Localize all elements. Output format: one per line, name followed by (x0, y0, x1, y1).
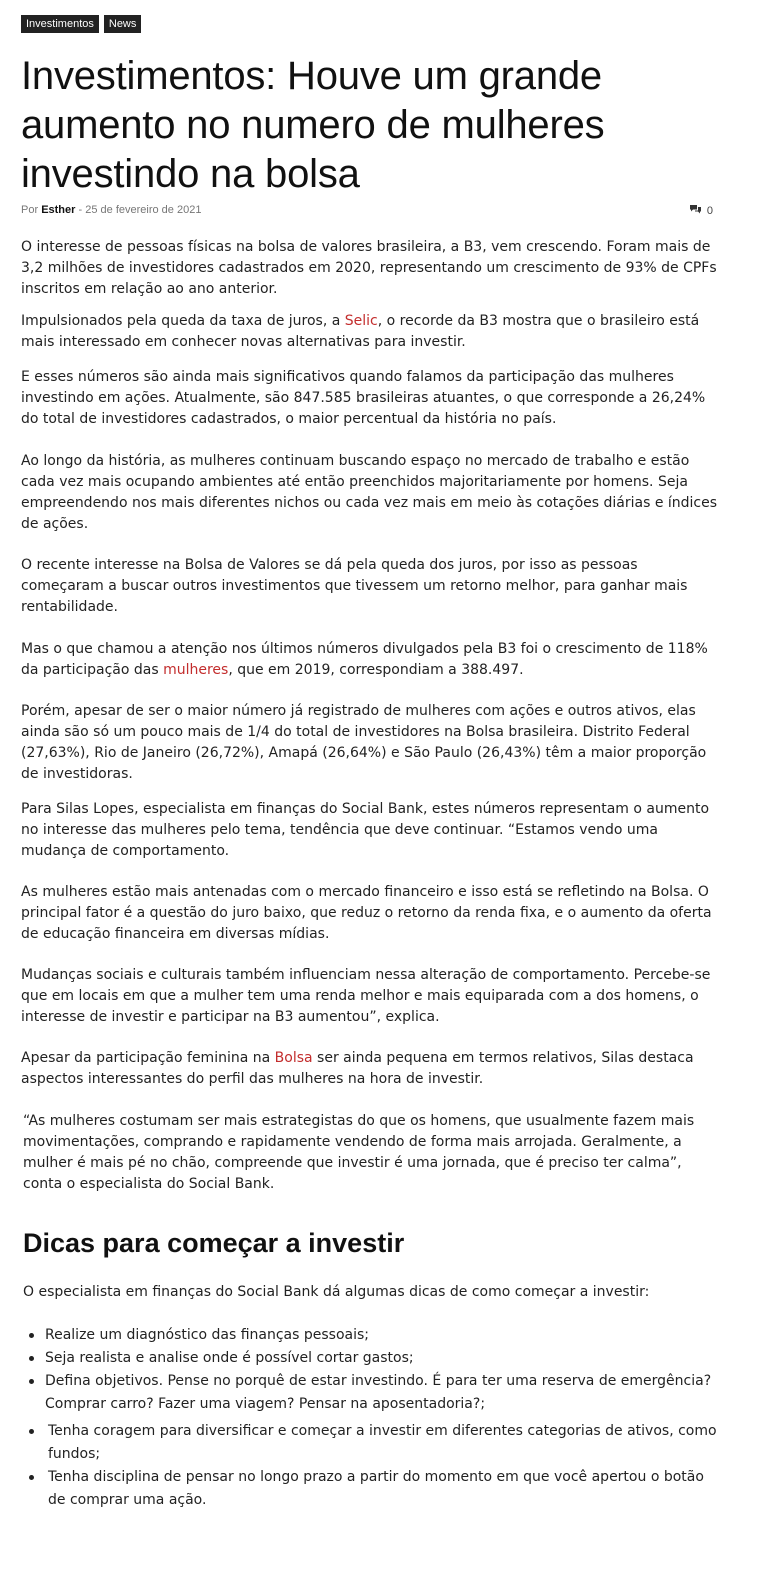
paragraph-6-text-a: Mas o que chamou a atenção nos últimos números divulgados pela B3 foi o crescimento de 118% da participação das (21, 641, 708, 678)
tips-intro: O especialista em finanças do Social Bank dá algumas dicas de como começar a investir: (23, 1284, 650, 1300)
paragraph-2-text-b: , o recorde da B3 mostra que o brasileiro está mais interessado em conhecer novas alternativas para investir. (21, 313, 700, 350)
list-item: Realize um diagnóstico das finanças pessoais; (23, 1324, 723, 1347)
by-label: Por (21, 204, 39, 216)
paragraph-4: Ao longo da história, as mulheres continuam buscando espaço no mercado de trabalho e estão cada vez mais ocupando ambientes até então preenchidos majoritariamente por homens. Seja empreendendo nos mais diferentes nichos ou cada vez mais em meio às cotações diárias e índices de ações. (21, 453, 718, 532)
paragraph-1: O interesse de pessoas físicas na bolsa de valores brasileira, a B3, vem crescendo. Foram mais de 3,2 milhões de investidores cadastrados em 2020, representando um crescimento de 93% de CPFs inscritos em relação ao ano anterior. (21, 239, 717, 297)
mulheres-link[interactable]: mulheres (163, 662, 229, 678)
tag-news[interactable]: News (104, 15, 142, 33)
paragraph-11-text-a: Apesar da participação feminina na (21, 1050, 275, 1066)
list-item: Tenha coragem para diversificar e começar a investir em diferentes categorias de ativos, como fundos; (23, 1420, 723, 1466)
list-item: Defina objetivos. Pense no porquê de estar investindo. É para ter uma reserva de emergência? Comprar carro? Fazer uma viagem? Pensar na aposentadoria?; (23, 1370, 723, 1416)
paragraph-6-text-b: , que em 2019, correspondiam a 388.497. (228, 662, 524, 678)
comments-link[interactable] (689, 204, 713, 217)
meta-separator: - (78, 204, 83, 216)
selic-link[interactable]: Selic (344, 313, 378, 329)
paragraph-5: O recente interesse na Bolsa de Valores se dá pela queda dos juros, por isso as pessoas começaram a buscar outros investimentos que tivessem um retorno melhor, para ganhar mais rentabilidade. (21, 557, 688, 615)
article-title: Investimentos: Houve um grande aumento no numero de mulheres investindo na bolsa (21, 54, 605, 196)
publish-date: 25 de fevereiro de 2021 (85, 204, 202, 216)
bolsa-link[interactable]: Bolsa (274, 1050, 313, 1066)
paragraph-11-text-b: ser ainda pequena em termos relativos, Silas destaca aspectos interessantes do perfil das mulheres na hora de investir. (21, 1050, 694, 1087)
paragraph-6 (21, 639, 721, 681)
paragraph-11 (21, 1048, 721, 1090)
paragraph-10: Mudanças sociais e culturais também influenciam nessa alteração de comportamento. Percebe-se que em locais em que a mulher tem uma renda melhor e mais equiparada com a dos homens, o interesse de investir e participar na B3 aumentou”, explica. (21, 967, 711, 1025)
paragraph-7: Porém, apesar de ser o maior número já registrado de mulheres com ações e outros ativos, elas ainda são só um pouco mais de 1/4 do total de investidores na Bolsa brasileira. Distrito Federal (27,63%), Rio de Janeiro (26,72%), Amapá (26,64%) e São Paulo (26,43%) têm a maior proporção de investidoras. (21, 703, 707, 782)
tips-list (23, 1324, 723, 1512)
list-item: Seja realista e analise onde é possível cortar gastos; (23, 1347, 723, 1370)
tag-investimentos[interactable]: Investimentos (21, 15, 99, 33)
tips-heading: Dicas para começar a investir (23, 1228, 405, 1258)
comments-icon (689, 204, 702, 217)
category-tags (21, 15, 141, 33)
paragraph-12: “As mulheres costumam ser mais estrategistas do que os homens, que usualmente fazem mais movimentações, comprando e rapidamente vendendo de forma mais arrojada. Geralmente, a mulher é mais pé no chão, compreende que investir é uma jornada, que é preciso ter calma”, conta o especialista do Social Bank. (23, 1113, 695, 1192)
author-link[interactable]: Esther (41, 204, 76, 216)
paragraph-3: E esses números são ainda mais significativos quando falamos da participação das mulheres investindo em ações. Atualmente, são 847.585 brasileiras atuantes, o que corresponde a 26,24% do total de investidores cadastrados, o maior percentual da história no país. (21, 369, 706, 427)
comment-count: 0 (706, 204, 713, 217)
paragraph-2 (21, 311, 721, 353)
paragraph-2-text-a: Impulsionados pela queda da taxa de juros, a (21, 313, 345, 329)
list-item: Tenha disciplina de pensar no longo prazo a partir do momento em que você apertou o botão de comprar uma ação. (23, 1466, 723, 1512)
paragraph-9: As mulheres estão mais antenadas com o mercado financeiro e isso está se refletindo na Bolsa. O principal fator é a questão do juro baixo, que reduz o retorno da renda fixa, e o aumento da oferta de educação financeira em diversas mídias. (21, 884, 712, 942)
paragraph-8: Para Silas Lopes, especialista em finanças do Social Bank, estes números representam o aumento no interesse das mulheres pelo tema, tendência que deve continuar. “Estamos vendo uma mudança de comportamento. (21, 801, 710, 859)
article-meta (21, 204, 713, 216)
